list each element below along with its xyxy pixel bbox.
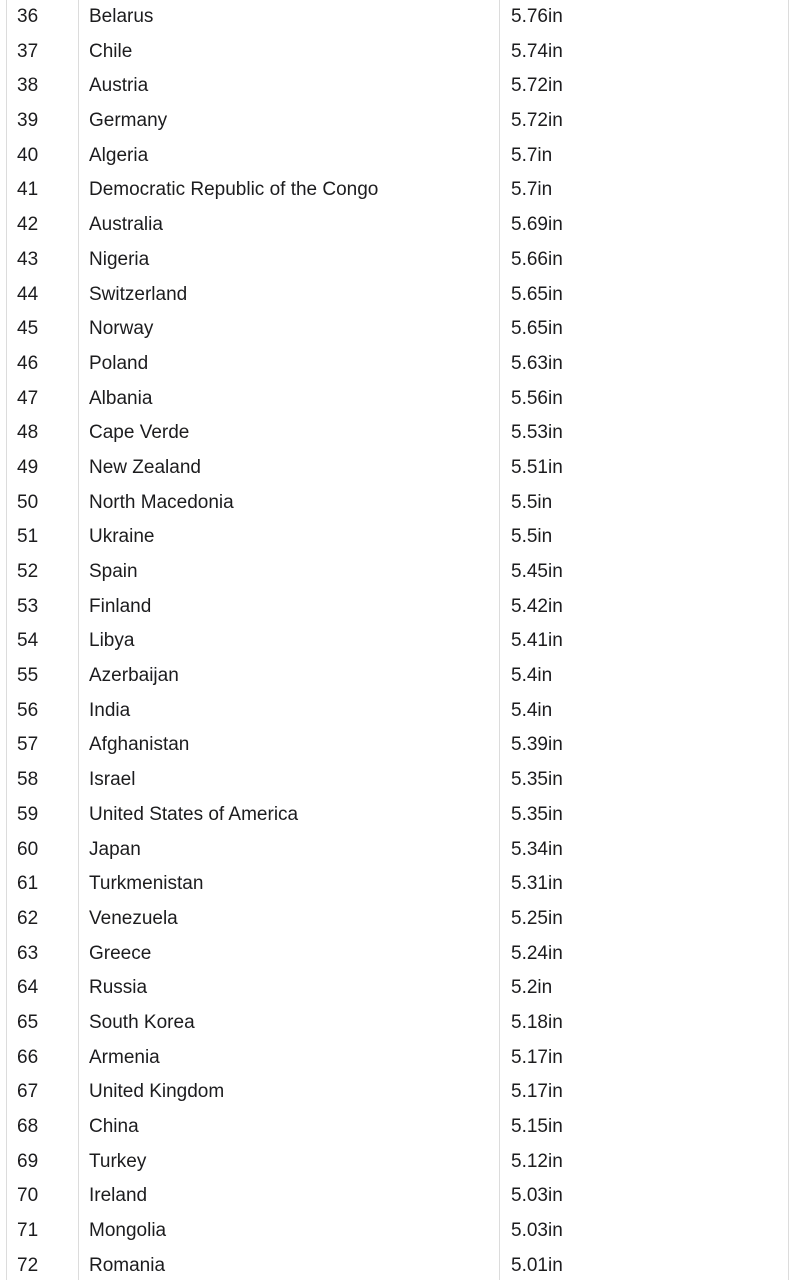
table-row [0, 382, 796, 417]
table-row [0, 590, 796, 625]
rank-cell: 39 [17, 110, 39, 132]
table-row [0, 1041, 796, 1076]
rank-cell: 37 [17, 40, 39, 62]
country-cell: Albania [89, 387, 153, 409]
country-cell: Japan [89, 838, 141, 860]
country-cell: Finland [89, 595, 152, 617]
value-cell: 5.25in [511, 907, 563, 929]
rank-cell: 69 [17, 1150, 39, 1172]
country-cell: Chile [89, 40, 133, 62]
rank-cell: 70 [17, 1185, 39, 1207]
country-cell: Venezuela [89, 907, 178, 929]
country-cell: Greece [89, 942, 152, 964]
value-cell: 5.35in [511, 769, 563, 791]
table-row [0, 243, 796, 278]
rank-cell: 46 [17, 352, 39, 374]
rank-cell: 51 [17, 526, 39, 548]
table-row [0, 347, 796, 382]
rank-cell: 55 [17, 665, 39, 687]
value-cell: 5.45in [511, 561, 563, 582]
rank-cell: 72 [17, 1254, 39, 1276]
country-cell: Cape Verde [89, 422, 190, 444]
table-row [0, 35, 796, 70]
country-cell: United Kingdom [89, 1081, 225, 1103]
rank-cell: 67 [17, 1081, 39, 1103]
country-cell: South Korea [89, 1011, 195, 1033]
rank-cell: 57 [17, 734, 39, 756]
rank-cell: 58 [17, 769, 39, 791]
rank-cell: 61 [17, 873, 39, 895]
country-cell: Turkey [89, 1150, 147, 1172]
table-row [0, 69, 796, 104]
rank-cell: 64 [17, 977, 39, 999]
rank-cell: 68 [17, 1116, 39, 1137]
value-cell: 5.63in [511, 352, 563, 374]
value-cell: 5.03in [511, 1220, 563, 1242]
table-row [0, 1179, 796, 1214]
table-row [0, 867, 796, 902]
rank-cell: 59 [17, 803, 39, 825]
table-row [0, 520, 796, 555]
country-cell: Libya [89, 630, 135, 652]
table-row [0, 971, 796, 1006]
value-cell: 5.53in [511, 422, 563, 444]
table-row [0, 763, 796, 798]
rank-cell: 41 [17, 179, 39, 201]
rank-cell: 71 [17, 1220, 39, 1242]
rank-cell: 60 [17, 838, 39, 860]
value-cell: 5.65in [511, 283, 563, 305]
value-cell: 5.56in [511, 387, 563, 409]
rank-cell: 53 [17, 595, 39, 617]
rank-cell: 50 [17, 491, 39, 513]
country-cell: Austria [89, 75, 149, 97]
value-cell: 5.12in [511, 1150, 563, 1172]
value-cell: 5.69in [511, 214, 563, 236]
table-row [0, 312, 796, 347]
value-cell: 5.42in [511, 595, 563, 617]
table-row [0, 104, 796, 139]
country-cell: Democratic Republic of the Congo [89, 179, 379, 201]
country-cell: Israel [89, 769, 136, 791]
country-cell: Australia [89, 214, 163, 236]
value-cell: 5.17in [511, 1046, 563, 1068]
value-cell: 5.66in [511, 248, 563, 270]
value-cell: 5.31in [511, 873, 563, 895]
table-row [0, 659, 796, 694]
value-cell: 5.74in [511, 40, 563, 62]
value-cell: 5.7in [511, 179, 553, 201]
rank-cell: 65 [17, 1011, 39, 1033]
country-cell: Nigeria [89, 248, 150, 270]
country-cell: Mongolia [89, 1220, 167, 1242]
value-cell: 5.24in [511, 942, 563, 964]
country-cell: Russia [89, 977, 148, 999]
value-cell: 5.01in [511, 1254, 563, 1276]
rank-cell: 36 [17, 6, 39, 27]
value-cell: 5.15in [511, 1116, 563, 1137]
country-cell: Algeria [89, 144, 149, 166]
table-row [0, 416, 796, 451]
country-cell: Armenia [89, 1046, 160, 1068]
country-cell: Azerbaijan [89, 665, 179, 687]
value-cell: 5.76in [511, 6, 563, 27]
table-row [0, 139, 796, 174]
country-cell: China [89, 1116, 139, 1137]
table-row [0, 173, 796, 208]
value-cell: 5.03in [511, 1185, 563, 1207]
country-cell: Romania [89, 1254, 166, 1276]
value-cell: 5.5in [511, 526, 553, 548]
rank-cell: 38 [17, 75, 39, 97]
rank-cell: 47 [17, 387, 39, 409]
rank-cell: 40 [17, 144, 39, 166]
country-cell: Ukraine [89, 526, 155, 548]
table-row [0, 486, 796, 521]
table-row [0, 451, 796, 486]
rank-cell: 54 [17, 630, 39, 652]
rank-cell: 44 [17, 283, 39, 305]
table-row [0, 1145, 796, 1180]
country-cell: North Macedonia [89, 491, 234, 513]
rank-cell: 48 [17, 422, 39, 444]
country-cell: Belarus [89, 6, 154, 27]
value-cell: 5.4in [511, 665, 553, 687]
country-cell: Spain [89, 561, 138, 582]
rank-cell: 42 [17, 214, 39, 236]
value-cell: 5.17in [511, 1081, 563, 1103]
table-row [0, 798, 796, 833]
value-cell: 5.18in [511, 1011, 563, 1033]
country-cell: Germany [89, 110, 168, 132]
table-row [0, 1249, 796, 1280]
country-cell: New Zealand [89, 456, 201, 478]
value-cell: 5.4in [511, 699, 553, 721]
value-cell: 5.72in [511, 110, 563, 132]
country-cell: Norway [89, 318, 154, 340]
country-cell: Turkmenistan [89, 873, 204, 895]
table-row [0, 1006, 796, 1041]
table-row [0, 694, 796, 729]
table-row [0, 278, 796, 313]
rank-cell: 62 [17, 907, 39, 929]
value-cell: 5.39in [511, 734, 563, 756]
table-row [0, 1110, 796, 1145]
country-cell: Poland [89, 352, 149, 374]
rank-cell: 49 [17, 456, 39, 478]
rank-cell: 43 [17, 248, 39, 270]
value-cell: 5.5in [511, 491, 553, 513]
rank-cell: 56 [17, 699, 39, 721]
value-cell: 5.65in [511, 318, 563, 340]
value-cell: 5.34in [511, 838, 563, 860]
table-row [0, 624, 796, 659]
table-row [0, 902, 796, 937]
value-cell: 5.2in [511, 977, 553, 999]
rank-cell: 63 [17, 942, 39, 964]
country-cell: Ireland [89, 1185, 148, 1207]
rank-cell: 45 [17, 318, 39, 340]
table-row [0, 0, 796, 35]
value-cell: 5.7in [511, 144, 553, 166]
table-row [0, 1214, 796, 1249]
table-row [0, 208, 796, 243]
rank-cell: 52 [17, 561, 39, 582]
table-row [0, 937, 796, 972]
rank-cell: 66 [17, 1046, 39, 1068]
table-row [0, 833, 796, 868]
country-cell: Afghanistan [89, 734, 190, 756]
value-cell: 5.35in [511, 803, 563, 825]
table-row [0, 555, 796, 590]
country-cell: United States of America [89, 803, 299, 825]
table-row [0, 728, 796, 763]
country-cell: India [89, 699, 131, 721]
value-cell: 5.51in [511, 456, 563, 478]
value-cell: 5.41in [511, 630, 563, 652]
table-row [0, 1075, 796, 1110]
value-cell: 5.72in [511, 75, 563, 97]
country-cell: Switzerland [89, 283, 188, 305]
